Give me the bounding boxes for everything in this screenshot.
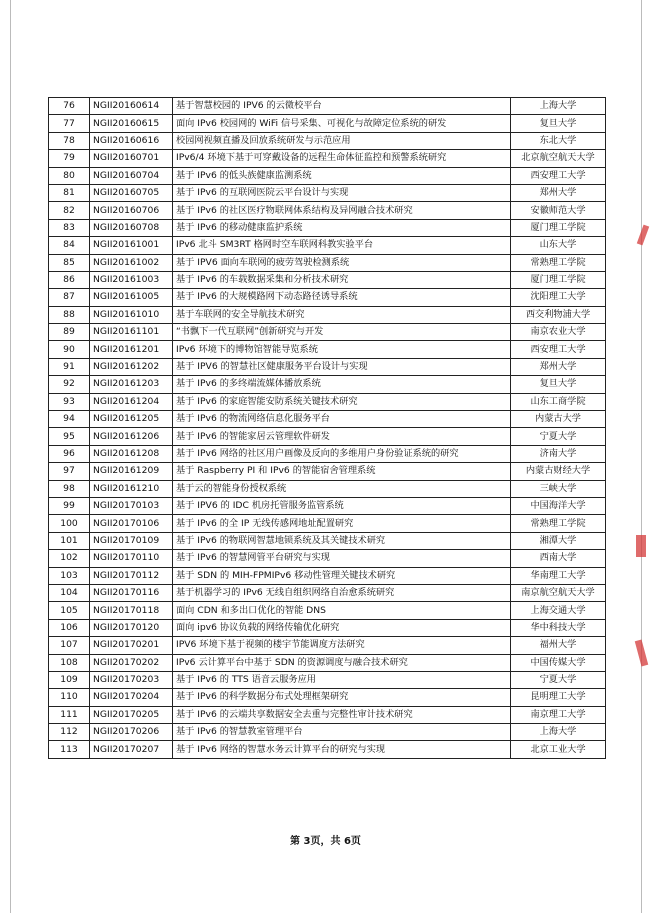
project-title: “书飘下一代互联网”创新研究与开发 [173, 324, 511, 341]
project-code: NGII20161208 [90, 445, 173, 462]
project-code: NGII20170118 [90, 602, 173, 619]
institution: 山东大学 [511, 237, 606, 254]
project-code: NGII20161205 [90, 411, 173, 428]
project-title: 基于 IPV6 的智慧社区健康服务平台设计与实现 [173, 358, 511, 375]
table-row [49, 167, 606, 184]
institution: 郑州大学 [511, 358, 606, 375]
project-title: 基于 SDN 的 MIH-FPMIPv6 移动性管理关键技术研究 [173, 567, 511, 584]
institution: 南京理工大学 [511, 706, 606, 723]
row-number: 103 [49, 567, 90, 584]
scan-edge-right [641, 0, 642, 913]
project-title: 基于 IPv6 的家庭智能安防系统关键技术研究 [173, 393, 511, 410]
institution: 常熟理工学院 [511, 515, 606, 532]
table-row [49, 689, 606, 706]
institution: 华中科技大学 [511, 619, 606, 636]
table-row [49, 671, 606, 688]
table-row [49, 376, 606, 393]
project-code: NGII20161003 [90, 271, 173, 288]
project-title: 基于 IPV6 面向车联网的疲劳驾驶检测系统 [173, 254, 511, 271]
row-number: 78 [49, 132, 90, 149]
project-title: IPv6 北斗 SM3RT 格网时空车联网科教实验平台 [173, 237, 511, 254]
institution: 上海大学 [511, 724, 606, 741]
institution: 内蒙古财经大学 [511, 463, 606, 480]
project-code: NGII20170120 [90, 619, 173, 636]
project-code: NGII20161005 [90, 289, 173, 306]
project-title: 基于云的智能身份授权系统 [173, 480, 511, 497]
row-number: 94 [49, 411, 90, 428]
project-code: NGII20170109 [90, 532, 173, 549]
project-code: NGII20170203 [90, 671, 173, 688]
table-row [49, 150, 606, 167]
project-code: NGII20170201 [90, 637, 173, 654]
project-title: 基于 IPv6 的互联网医院云平台设计与实现 [173, 184, 511, 201]
row-number: 112 [49, 724, 90, 741]
table-row [49, 550, 606, 567]
row-number: 95 [49, 428, 90, 445]
table-row [49, 637, 606, 654]
project-code: NGII20161201 [90, 341, 173, 358]
project-table [48, 97, 606, 759]
project-code: NGII20170205 [90, 706, 173, 723]
row-number: 99 [49, 497, 90, 514]
row-number: 81 [49, 184, 90, 201]
project-title: 基于 IPV6 的 IDC 机房托管服务监管系统 [173, 497, 511, 514]
table-row [49, 132, 606, 149]
institution: 厦门理工学院 [511, 271, 606, 288]
project-code: NGII20170103 [90, 497, 173, 514]
institution: 三峡大学 [511, 480, 606, 497]
row-number: 100 [49, 515, 90, 532]
project-code: NGII20161203 [90, 376, 173, 393]
project-code: NGII20161210 [90, 480, 173, 497]
table-row [49, 567, 606, 584]
row-number: 92 [49, 376, 90, 393]
project-code: NGII20161209 [90, 463, 173, 480]
table-row [49, 619, 606, 636]
row-number: 93 [49, 393, 90, 410]
project-code: NGII20161002 [90, 254, 173, 271]
row-number: 106 [49, 619, 90, 636]
institution: 中国传媒大学 [511, 654, 606, 671]
table-row [49, 411, 606, 428]
project-code: NGII20161010 [90, 306, 173, 323]
row-number: 111 [49, 706, 90, 723]
table-row [49, 202, 606, 219]
row-number: 91 [49, 358, 90, 375]
institution: 西南大学 [511, 550, 606, 567]
project-code: NGII20161204 [90, 393, 173, 410]
table-row [49, 341, 606, 358]
project-code: NGII20160705 [90, 184, 173, 201]
project-title: IPV6 环境下基于视频的楼宇节能调度方法研究 [173, 637, 511, 654]
institution: 上海大学 [511, 98, 606, 115]
project-title: 基于 IPv6 的物流网络信息化服务平台 [173, 411, 511, 428]
project-code: NGII20170110 [90, 550, 173, 567]
project-title: 基于车联网的安全导航技术研究 [173, 306, 511, 323]
row-number: 98 [49, 480, 90, 497]
project-title: 基于 Raspberry PI 和 IPv6 的智能宿舍管理系统 [173, 463, 511, 480]
row-number: 108 [49, 654, 90, 671]
table-row [49, 115, 606, 132]
row-number: 86 [49, 271, 90, 288]
institution: 厦门理工学院 [511, 219, 606, 236]
table-row [49, 602, 606, 619]
project-code: NGII20160614 [90, 98, 173, 115]
row-number: 89 [49, 324, 90, 341]
table-row [49, 98, 606, 115]
institution: 南京农业大学 [511, 324, 606, 341]
table-row [49, 480, 606, 497]
institution: 福州大学 [511, 637, 606, 654]
table-row [49, 289, 606, 306]
project-code: NGII20170106 [90, 515, 173, 532]
row-number: 76 [49, 98, 90, 115]
project-code: NGII20161206 [90, 428, 173, 445]
institution: 常熟理工学院 [511, 254, 606, 271]
project-title: 基于智慧校园的 IPV6 的云微校平台 [173, 98, 511, 115]
project-title: 基于 IPv6 的车载数据采集和分析技术研究 [173, 271, 511, 288]
row-number: 84 [49, 237, 90, 254]
table-row [49, 219, 606, 236]
seal-fragment-middle [636, 535, 646, 557]
table-row [49, 515, 606, 532]
institution: 郑州大学 [511, 184, 606, 201]
table-row [49, 254, 606, 271]
row-number: 82 [49, 202, 90, 219]
project-code: NGII20160704 [90, 167, 173, 184]
row-number: 79 [49, 150, 90, 167]
row-number: 88 [49, 306, 90, 323]
table-row [49, 445, 606, 462]
project-title: 基于 IPv6 的多终端流媒体播放系统 [173, 376, 511, 393]
row-number: 80 [49, 167, 90, 184]
row-number: 90 [49, 341, 90, 358]
table-row [49, 724, 606, 741]
institution: 山东工商学院 [511, 393, 606, 410]
project-title: 校园网视频直播及回放系统研发与示范应用 [173, 132, 511, 149]
row-number: 87 [49, 289, 90, 306]
row-number: 101 [49, 532, 90, 549]
project-title: 面向 IPv6 校园网的 WiFi 信号采集、可视化与故障定位系统的研发 [173, 115, 511, 132]
table-row [49, 654, 606, 671]
institution: 湘潭大学 [511, 532, 606, 549]
institution: 北京工业大学 [511, 741, 606, 758]
row-number: 104 [49, 584, 90, 601]
project-code: NGII20161202 [90, 358, 173, 375]
institution: 北京航空航天大学 [511, 150, 606, 167]
project-title: 基于 IPv6 的社区医疗物联网体系结构及异网融合技术研究 [173, 202, 511, 219]
scan-edge-left [10, 0, 11, 913]
institution: 上海交通大学 [511, 602, 606, 619]
institution: 西安理工大学 [511, 167, 606, 184]
institution: 南京航空航天大学 [511, 584, 606, 601]
project-title: 面向 CDN 和多出口优化的智能 DNS [173, 602, 511, 619]
row-number: 96 [49, 445, 90, 462]
project-title: 基于 IPv6 的智能家居云管理软件研发 [173, 428, 511, 445]
row-number: 77 [49, 115, 90, 132]
institution: 复旦大学 [511, 115, 606, 132]
institution: 宁夏大学 [511, 428, 606, 445]
project-code: NGII20170206 [90, 724, 173, 741]
institution: 济南大学 [511, 445, 606, 462]
institution: 昆明理工大学 [511, 689, 606, 706]
project-title: 基于 IPv6 的智慧网管平台研究与实现 [173, 550, 511, 567]
project-title: 基于机器学习的 IPv6 无线自组织网络自治愈系统研究 [173, 584, 511, 601]
project-title: IPv6/4 环境下基于可穿戴设备的远程生命体征监控和预警系统研究 [173, 150, 511, 167]
project-code: NGII20161101 [90, 324, 173, 341]
project-title: 基于 IPv6 的智慧教室管理平台 [173, 724, 511, 741]
project-title: 基于 IPv6 的全 IP 无线传感网地址配置研究 [173, 515, 511, 532]
row-number: 102 [49, 550, 90, 567]
row-number: 83 [49, 219, 90, 236]
row-number: 113 [49, 741, 90, 758]
project-code: NGII20161001 [90, 237, 173, 254]
institution: 沈阳理工大学 [511, 289, 606, 306]
table-row [49, 358, 606, 375]
project-code: NGII20160701 [90, 150, 173, 167]
page-number: 第 3页，共 6页 [290, 836, 361, 847]
table-row [49, 306, 606, 323]
project-code: NGII20170116 [90, 584, 173, 601]
table-row [49, 532, 606, 549]
institution: 西交利物浦大学 [511, 306, 606, 323]
project-title: IPv6 环境下的博物馆智能导览系统 [173, 341, 511, 358]
table-row [49, 324, 606, 341]
project-code: NGII20160615 [90, 115, 173, 132]
project-code: NGII20170202 [90, 654, 173, 671]
institution: 复旦大学 [511, 376, 606, 393]
institution: 西安理工大学 [511, 341, 606, 358]
institution: 宁夏大学 [511, 671, 606, 688]
table-row [49, 584, 606, 601]
project-title: IPv6 云计算平台中基于 SDN 的资源调度与融合技术研究 [173, 654, 511, 671]
table-row [49, 237, 606, 254]
table-row [49, 271, 606, 288]
institution: 安徽师范大学 [511, 202, 606, 219]
project-title: 基于 IPv6 网络的社区用户画像及反向的多维用户身份验证系统的研究 [173, 445, 511, 462]
table-row [49, 184, 606, 201]
project-title: 基于 IPv6 的科学数据分布式处理框架研究 [173, 689, 511, 706]
project-title: 基于 IPv6 的移动健康监护系统 [173, 219, 511, 236]
project-code: NGII20170204 [90, 689, 173, 706]
project-title: 面向 ipv6 协议负载的网络传输优化研究 [173, 619, 511, 636]
project-title: 基于 IPv6 网络的智慧水务云计算平台的研究与实现 [173, 741, 511, 758]
project-code: NGII20170207 [90, 741, 173, 758]
project-code: NGII20160706 [90, 202, 173, 219]
project-code: NGII20160708 [90, 219, 173, 236]
table-row [49, 428, 606, 445]
row-number: 107 [49, 637, 90, 654]
row-number: 105 [49, 602, 90, 619]
project-title: 基于 IPv6 的低头族健康监测系统 [173, 167, 511, 184]
table-row [49, 393, 606, 410]
row-number: 110 [49, 689, 90, 706]
project-title: 基于 IPv6 的物联网智慧地锁系统及其关键技术研究 [173, 532, 511, 549]
seal-fragment-lower [635, 640, 648, 667]
row-number: 85 [49, 254, 90, 271]
table-row [49, 497, 606, 514]
table-row [49, 463, 606, 480]
row-number: 97 [49, 463, 90, 480]
institution: 华南理工大学 [511, 567, 606, 584]
row-number: 109 [49, 671, 90, 688]
project-code: NGII20170112 [90, 567, 173, 584]
project-title: 基于 IPv6 的大规模路网下动态路径诱导系统 [173, 289, 511, 306]
institution: 东北大学 [511, 132, 606, 149]
seal-fragment-upper [637, 225, 649, 246]
institution: 中国海洋大学 [511, 497, 606, 514]
project-code: NGII20160616 [90, 132, 173, 149]
table-row [49, 706, 606, 723]
institution: 内蒙古大学 [511, 411, 606, 428]
project-title: 基于 IPv6 的云端共享数据安全去重与完整性审计技术研究 [173, 706, 511, 723]
table-row [49, 741, 606, 758]
project-title: 基于 IPv6 的 TTS 语音云服务应用 [173, 671, 511, 688]
